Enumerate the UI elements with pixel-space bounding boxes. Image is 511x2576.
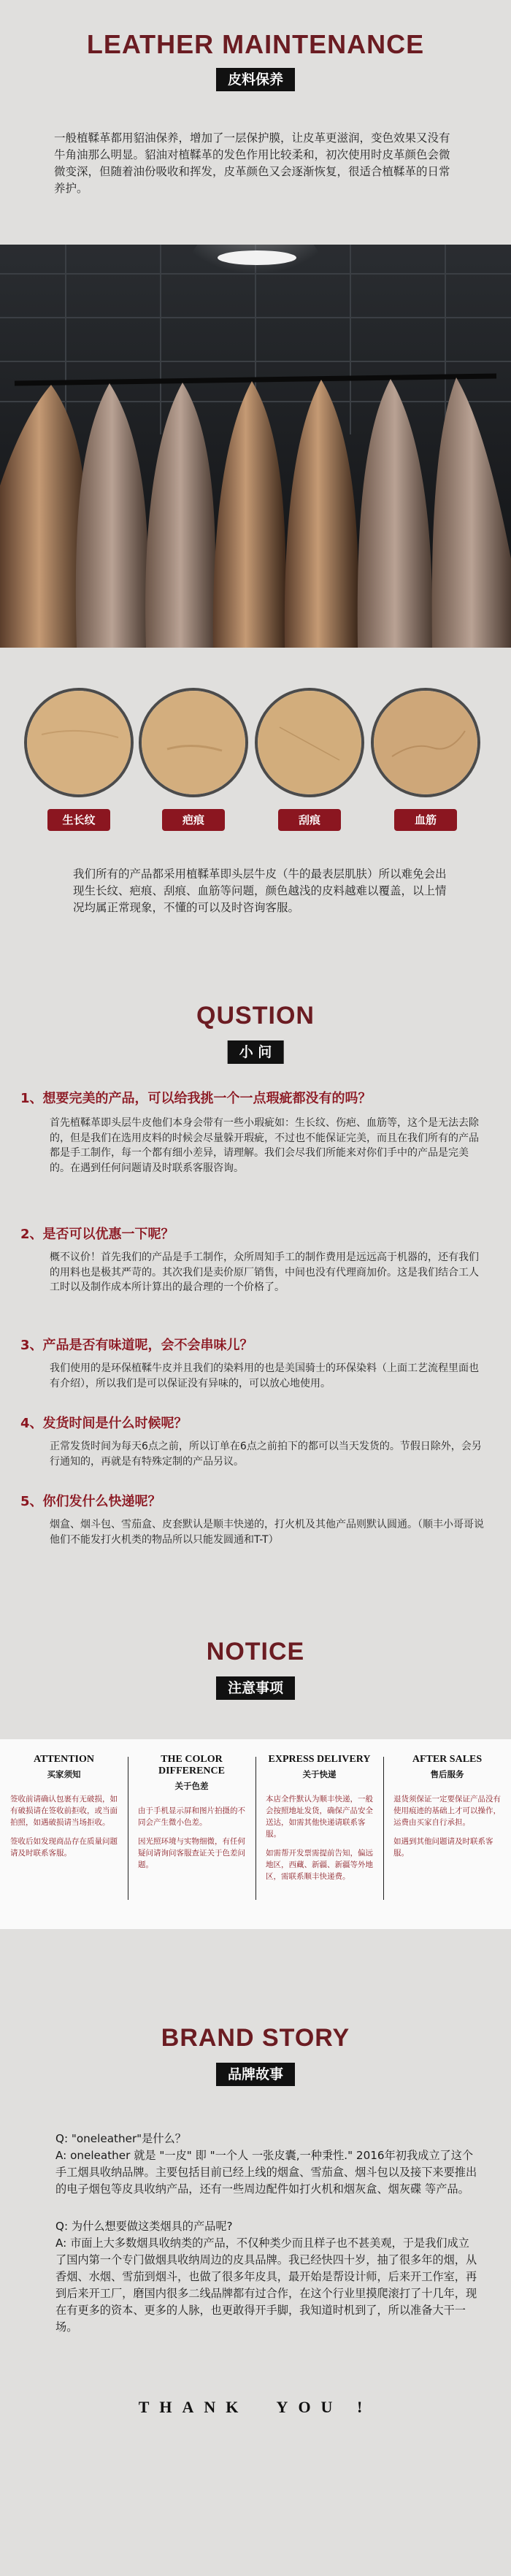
notice-text: 签收前请确认包裹有无破损，如有破损请在签收前拒收，或当面拍照，如遇破损请当场拒收。 bbox=[10, 1795, 118, 1827]
question-3: 3、产品是否有味道呢，会不会串味儿？ bbox=[20, 1338, 253, 1353]
brand-answer-2: A: 市面上大多数烟具收纳类的产品，不仅种类少而且样子也不甚美观，于是我们成立了国内第一个专门做烟具收纳周边的皮具品牌。我已经快四十岁，抽了很多年的烟，从香烟、水烟、雪茄到烟斗，也做了很多年皮具，最开始是帮设计师，后来开工作室，再到后来开工厂，磨国内很多二线品牌都有过合作，在这个行业里摸爬滚打了十几年，现在有更多的资本、更多的人脉，也更敢得开手脚，我知道时机到了，所以准备大干一场。 bbox=[55, 2236, 477, 2334]
question-title: QUSTION bbox=[196, 1002, 315, 1030]
notice-column-express-delivery bbox=[256, 1754, 383, 1900]
notice-text: 本店全件默认为顺丰快递，一般会按照地址发货，确保产品安全送达，如需其他快递请联系客服。 bbox=[266, 1795, 373, 1839]
notice-text: 如需帮开发票需提前告知，偏远地区，西藏、新疆、新疆等外地区，需联系顺丰快递费。 bbox=[266, 1849, 373, 1881]
brand-question-1: Q: "oneleather"是什么？ bbox=[55, 2132, 186, 2145]
brand-answer-1: A: oneleather 就是 "一皮" 即 "一个人 一张皮囊,一种秉性." 2016年初我成立了这个手工烟具收纳品牌。主要包括目前已经上线的烟盒、雪茄盒、烟斗包以及接下来要推出的电子烟包等皮具收纳产品，还有一些周边配件如打火机和烟灰盒、烟灰碟 等产品。 bbox=[55, 2149, 477, 2196]
notice-column-attention bbox=[0, 1754, 128, 1900]
notice-column-title: AFTER SALES bbox=[412, 1754, 483, 1765]
maintenance-tag: 皮料保养 bbox=[216, 68, 295, 91]
leather-swatch-scratch bbox=[255, 688, 364, 797]
swatch-label-growth-marks[interactable]: 生长纹 bbox=[47, 809, 110, 831]
question-2: 2、是否可以优惠一下呢？ bbox=[20, 1227, 174, 1242]
swatch-label-scar[interactable]: 疤痕 bbox=[162, 809, 225, 831]
leather-swatch-scar bbox=[139, 688, 248, 797]
answer-5: 烟盒、烟斗包、雪茄盒、皮套默认是顺丰快递的，打火机及其他产品则默认圆通。（顺丰小哥哥说他们不能发打火机类的物品所以只能发圆通和T-T） bbox=[50, 1519, 484, 1546]
notice-tag: 注意事项 bbox=[216, 1676, 295, 1700]
brand-question-2: Q: 为什么想要做这类烟具的产品呢? bbox=[55, 2220, 233, 2233]
leather-swatch-growth-marks bbox=[24, 688, 134, 797]
notice-text: 因光照环境与实物细微，有任何疑问请询问客服查证关于色差问题。 bbox=[138, 1837, 245, 1869]
answer-2: 概不议价！首先我们的产品是手工制作，众所周知手工的制作费用是远远高于机器的，还有我们的用料也是极其严苛的。其次我们是卖价原厂销售，中间也没有代理商加价。这是我们结合工人工时以及制作成本所计算出的最合理的一个价格了。 bbox=[50, 1251, 479, 1293]
hanging-leather-photo bbox=[0, 245, 511, 648]
notice-column-title: THE COLOR DIFFERENCE bbox=[158, 1754, 225, 1776]
notice-text: 退货须保证一定要保证产品没有使用痕迹的基础上才可以操作，运费由买家自行承担。 bbox=[393, 1795, 501, 1827]
leather-note: 我们所有的产品都采用植鞣革即头层牛皮（牛的最表层肌肤）所以难免会出现生长纹、疤痕、刮痕、血筋等问题，颜色越浅的皮料越难以覆盖，以上情况均属正常现象，不懂的可以及时咨询客服。 bbox=[73, 867, 447, 914]
notice-column-subtitle: 关于色差 bbox=[174, 1781, 209, 1791]
brand-tag: 品牌故事 bbox=[216, 2063, 295, 2086]
notice-column-subtitle: 买家须知 bbox=[47, 1769, 81, 1779]
question-5: 5、你们发什么快递呢？ bbox=[20, 1494, 161, 1509]
thank-you: THANK YOU ! bbox=[138, 2398, 373, 2416]
swatch-label-scratch[interactable]: 刮痕 bbox=[278, 809, 341, 831]
notice-column-title: EXPRESS DELIVERY bbox=[268, 1754, 371, 1765]
notice-column-subtitle: 售后服务 bbox=[430, 1769, 464, 1779]
notice-column-color-difference bbox=[128, 1754, 256, 1900]
brand-title: BRAND STORY bbox=[161, 2024, 350, 2052]
swatch-label-blood-vein[interactable]: 血筋 bbox=[394, 809, 457, 831]
notice-column-title: ATTENTION bbox=[34, 1754, 94, 1765]
notice-text: 由于手机显示屏和图片拍摄的不同会产生微小色差。 bbox=[138, 1806, 245, 1827]
answer-1: 首先植鞣革即头层牛皮他们本身会带有一些小瑕疵如：生长纹、伤疤、血筋等，这个是无法去除的，但是我们在选用皮料的时候会尽量躲开瑕疵，不过也不能保证完美，而且在我们所有的产品都是手工制作，每一个都有细小差异，请理解。我们会尽我们所能来对你们手中的产品是完美的。在遇到任何问题请及时联系客服咨询。 bbox=[50, 1117, 479, 1174]
notice-table bbox=[0, 1739, 511, 1929]
maintenance-title: LEATHER MAINTENANCE bbox=[86, 29, 425, 59]
notice-column-after-sales bbox=[383, 1754, 511, 1900]
answer-3: 我们使用的是环保植鞣牛皮并且我们的染料用的也是美国骑士的环保染料（上面工艺流程里面也有介绍），所以我们是可以保证没有异味的，可以放心地使用。 bbox=[50, 1362, 479, 1389]
answer-4: 正常发货时间为每天6点之前，所以订单在6点之前拍下的都可以当天发货的。节假日除外，会另行通知的，再就是有特殊定制的产品另议。 bbox=[50, 1441, 482, 1468]
question-tag: 小 问 bbox=[228, 1040, 284, 1064]
notice-column-subtitle: 关于快递 bbox=[302, 1769, 337, 1779]
notice-text: 如遇到其他问题请及时联系客服。 bbox=[393, 1837, 493, 1858]
notice-text: 签收后如发现商品存在质量问题请及时联系客服。 bbox=[10, 1837, 118, 1858]
notice-title: NOTICE bbox=[206, 1638, 305, 1665]
maintenance-body: 一般植鞣革都用貂油保养，增加了一层保护膜，让皮革更滋润，变色效果又没有牛角油那么明显。貂油对植鞣革的发色作用比较柔和，初次使用时皮革颜色会微微变深，但随着油份吸收和挥发，皮革颜色又会逐渐恢复，很适合植鞣革的日常养护。 bbox=[54, 131, 450, 195]
question-4: 4、发货时间是什么时候呢？ bbox=[20, 1416, 188, 1431]
question-1: 1、想要完美的产品，可以给我挑一个一点瑕疵都没有的吗？ bbox=[20, 1091, 372, 1106]
leather-swatch-blood-vein bbox=[371, 688, 480, 797]
